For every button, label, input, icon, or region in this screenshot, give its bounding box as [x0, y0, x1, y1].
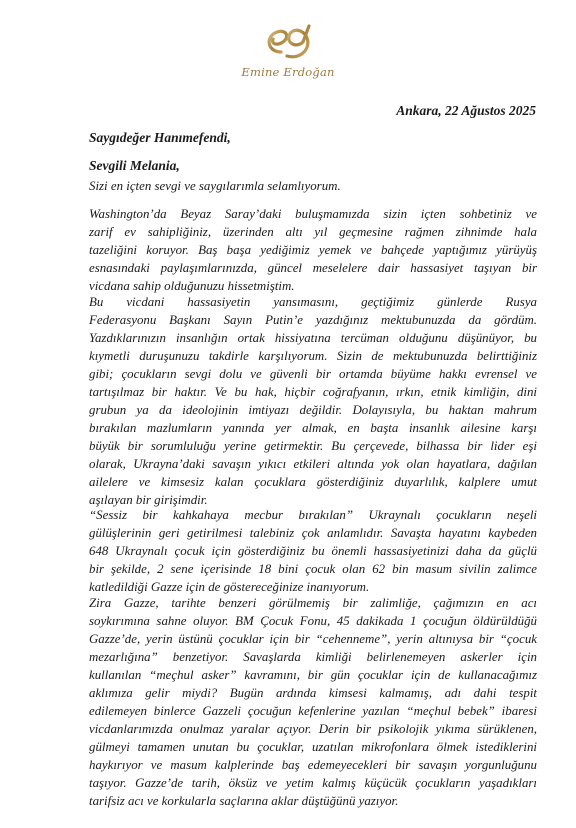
paragraph-4 — [89, 506, 537, 596]
paragraph-line: Gazze’de, yerin üstünü çocuklar için bir “cehenneme”, yerin altınıysa bir “çocuk — [89, 632, 537, 646]
paragraph-line: Zira Gazze, tarihte benzeri görülmemiş bir zalimliğe, çağımızın en acı — [89, 596, 537, 610]
paragraph-3 — [89, 293, 537, 509]
salutation: Saygıdeğer Hanımefendi, — [89, 130, 231, 145]
paragraph-line: bırakılan mazlumların yanında yer almak, en başta insanlık ailesine karşı — [89, 421, 537, 435]
paragraph-line: vicdanlarımızda onulmaz yaralar açıyor. Derin bir psikolojik yıkıma sürüklenen, — [89, 722, 537, 736]
paragraph-line: Sizi en içten sevgi ve saygılarımla selamlıyorum. — [89, 179, 341, 193]
letter-date: Ankara, 22 Ağustos 2025 — [396, 103, 536, 118]
paragraph-line: olarak, Ukrayna’daki savaşın yıkıcı etkileri altında yok olan hayatlara, dağılan — [89, 457, 537, 471]
letterhead-logo — [238, 22, 338, 86]
paragraph-line: zarif ev sahipliğiniz, üzerinden altı yıl geçmesine rağmen zihnimde hala — [89, 225, 537, 239]
paragraph-line: ailelere ve kimsesiz kalan çocuklara gösterdiğiniz duyarlılık, kalplere umut — [89, 475, 537, 489]
paragraph-line: haykırıyor ve masum kalplerinde baş edemeyecekleri bir savaşın yorgunluğunu — [89, 758, 537, 772]
paragraph-line: esnasındaki paylaşımlarınızda, güncel meselelere dair hassasiyet taşıyan bir — [89, 261, 537, 275]
paragraph-line: “Sessiz bir kahkahaya mecbur bırakılan” Ukraynalı çocukların neşeli — [89, 508, 537, 522]
paragraph-line: tarifsiz acı ve korkularla saçlarına aklar düştüğünü yazıyor. — [89, 794, 399, 808]
paragraph-2 — [89, 205, 537, 295]
paragraph-line: gülüşlerinin geri getirilmesi talebiniz çok anlamlıdır. Savaşta hayatını kaybeden — [89, 526, 537, 540]
paragraph-line: bir şekilde, 2 sene içerisinde 18 bini çocuk olan 62 bin masum sivilin zalimce — [89, 562, 537, 576]
paragraph-line: Bu vicdani hassasiyetin yansımasını, geçtiğimiz günlerde Rusya — [89, 295, 537, 309]
paragraph-1 — [89, 177, 537, 195]
paragraph-line: 648 Ukraynalı çocuk için gösterdiğiniz bu önemli hassasiyetinizi daha da güçlü — [89, 544, 537, 558]
paragraph-line: Washington’da Beyaz Saray’daki buluşmamızda sizin içten sohbetiniz ve — [89, 207, 537, 221]
paragraph-line: Federasyonu Başkanı Sayın Putin’e yazdığınız mektubunuzda da gördüm. — [89, 313, 537, 327]
paragraph-line: gülmeyi tamamen unutan bu çocuklar, uzatılan mikrofonlara ölmek istediklerini — [89, 740, 537, 754]
paragraph-line: aşılayan bir girişimdir. — [89, 493, 208, 507]
paragraph-line: edilemeyen binlerce Gazzeli çocuğun kefenlerine yazılan “meçhul bebek” ibaresi — [89, 704, 537, 718]
paragraph-line: tazeliğini koruyor. Baş başa yediğimiz yemek ve bahçede yaptığımız yürüyüş — [89, 243, 537, 257]
paragraph-line: tartışılmaz bir haktır. Ve bu hak, hiçbir coğrafyanın, ırkın, etnik kimliğin, dini — [89, 385, 537, 399]
paragraph-line: aklımıza gelir miydi? Bugün ardında kimsesi kalmamış, adı dahi tespit — [89, 686, 537, 700]
paragraph-line: gibi; çocukların sevgi dolu ve güvenli bir ortamda büyüme hakkı evrensel ve — [89, 367, 537, 381]
paragraph-line: büyük bir sorumluluğu yerine getirmektir. Bu çerçevede, bilhassa bir lider eşi — [89, 439, 537, 453]
paragraph-line: kıymetli duruşunuzu takdirle karşılıyorum. Sizin de mektubunuzda belirttiğiniz — [89, 349, 537, 363]
letterhead-name: Emine Erdoğan — [241, 65, 335, 79]
paragraph-line: soykırımına sahne oluyor. BM Çocuk Fonu, 45 dakikada 1 çocuğun öldürüldüğü — [89, 614, 537, 628]
paragraph-line: taşıyor. Gazze’de tarih, öksüz ve yetim kalmış küçücük çocukların yaşadıkları — [89, 776, 537, 790]
paragraph-line: kullanılan “meçhul asker” kavramını, bir gün çocuklar için de kullanacağımız — [89, 668, 537, 682]
monogram-icon — [257, 22, 319, 64]
paragraph-line: grubun ya da ideolojinin imtiyazı değildir. Dolayısıyla, bu haktan mahrum — [89, 403, 537, 417]
paragraph-line: katledildiği Gazze için de göstereceğinize inanıyorum. — [89, 580, 370, 594]
paragraph-5 — [89, 594, 537, 810]
paragraph-line: Yazdıklarınızın insanlığın ortak hissiyatına tercüman olduğunu düşünüyor, bu — [89, 331, 537, 345]
addressee: Sevgili Melania, — [89, 158, 180, 173]
paragraph-line: mezarlığına” benzetiyor. Savaşlarda kimliği belirlenemeyen askerler için — [89, 650, 537, 664]
paragraph-line: vicdana sahip olduğunuzu hissetmiştim. — [89, 279, 295, 293]
